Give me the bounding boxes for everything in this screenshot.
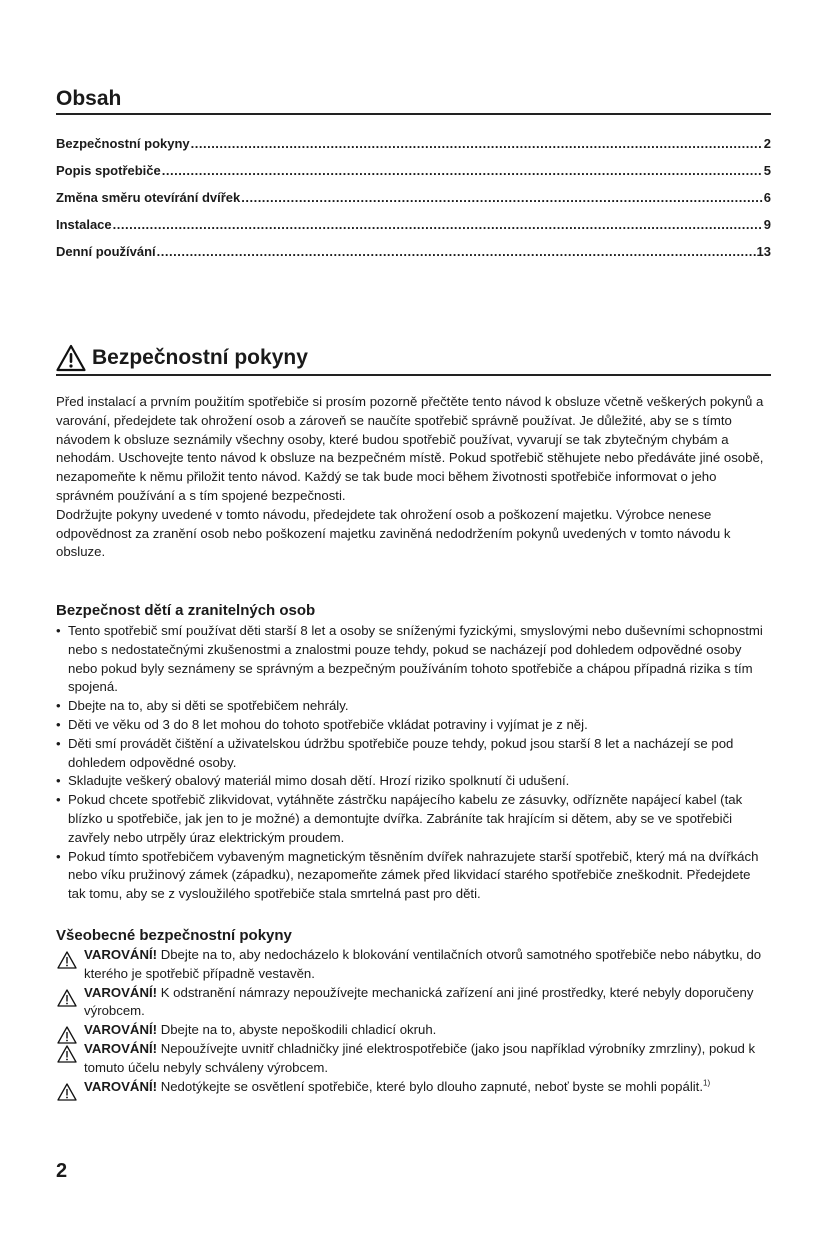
warning-label: VAROVÁNÍ!: [84, 947, 158, 962]
toc-entry-label: Instalace: [56, 217, 112, 232]
intro-text: [56, 393, 771, 562]
toc-leader-dots: [191, 136, 763, 151]
intro-paragraph: Dodržujte pokyny uvedené v tomto návodu, předejdete tak ohrožení osob a poškození majetku. Výrobce nenese odpovědnost za zranění osob nebo poškození majetku zaviněná nedodržením pokynů uvedených v tomto návodu k obsluze.: [56, 506, 731, 560]
toc-entry-label: Změna směru otevírání dvířek: [56, 190, 241, 205]
toc-entry-page: 5: [763, 163, 771, 178]
table-of-contents: [56, 136, 771, 271]
warning-text: Nepoužívejte uvnitř chladničky jiné elektrospotřebiče (jako jsou například výrobníky zmrzliny), pokud k tomuto účelu nebyly schváleny výrobcem.: [84, 1040, 756, 1075]
toc-entry-label: Popis spotřebiče: [56, 163, 161, 178]
warning-text: Nedotýkejte se osvětlení spotřebiče, které bylo dlouho zapnuté, neboť byste se mohli popálit.: [160, 1078, 704, 1094]
subsection-title: Všeobecné bezpečnostní pokyny: [56, 927, 292, 944]
warning-label: VAROVÁNÍ!: [84, 1022, 158, 1038]
subsection-title: Bezpečnost dětí a zranitelných osob: [56, 602, 316, 619]
toc-entry-page: 13: [756, 244, 771, 259]
warning-text: Dbejte na to, abyste nepoškodili chladicí okruh.: [160, 1022, 437, 1038]
warning-item: [56, 1040, 771, 1078]
toc-entry-page: 2: [763, 136, 771, 151]
list-item: • Dbejte na to, aby si děti se spotřebičem nehrály.: [56, 697, 771, 716]
page-number: 2: [56, 1160, 68, 1182]
list-item: • Tento spotřebič smí používat děti starší 8 let a osoby se sníženými fyzickými, smyslovými nebo duševními schopnostmi nebo s nedostatečnými zkušenostmi a znalostmi pouze tehdy, pokud se nacházejí pod dohledem odpovědné osoby nebo pokud byly seznámeny se správným a bezpečným používáním tohoto spotřebiče a chápou případná rizika s tím spojená.: [56, 622, 771, 697]
warning-triangle-icon: [57, 1045, 77, 1063]
children-safety-list: [56, 622, 771, 904]
toc-leader-dots: [113, 217, 763, 232]
list-item: • Pokud tímto spotřebičem vybaveným magnetickým těsněním dvířek nahrazujete starší spotřebič, který má na dvířkách nebo víku pružinový zámek (západku), nezapomeňte zámek před likvidací starého spotřebiče zneškodnit. Předejdete tak tomu, aby se z vysloužilého spotřebiče stala smrtelná past pro děti.: [56, 848, 771, 904]
warning-text: K odstranění námrazy nepoužívejte mechanická zařízení ani jiné prostředky, které nebyly doporučeny výrobcem.: [84, 984, 754, 1019]
toc-leader-dots: [157, 244, 756, 259]
warning-item: [56, 1078, 771, 1097]
toc-entry[interactable]: [56, 190, 771, 217]
warning-item: [56, 946, 771, 984]
warning-triangle-icon: [56, 344, 86, 372]
toc-leader-dots: [241, 190, 763, 205]
warning-triangle-icon: [57, 951, 77, 969]
warning-label: VAROVÁNÍ!: [84, 1040, 158, 1056]
list-item: • Pokud chcete spotřebič zlikvidovat, vytáhněte zástrčku napájecího kabelu ze zásuvky, odřízněte napájecí kabel (tak blízko u spotřebiče, jak jen to je možné) a demontujte dvířka. Zabráníte tak hrajícím si dětem, aby se ve spotřebiči zavřely nebo utrpěly úraz elektrickým proudem.: [56, 791, 771, 847]
toc-entry[interactable]: [56, 163, 771, 190]
general-warnings-list: [56, 946, 771, 1096]
list-item: • Skladujte veškerý obalový materiál mimo dosah dětí. Hrozí riziko spolknutí či udušení.: [56, 772, 771, 791]
toc-entry[interactable]: [56, 244, 771, 271]
section-divider: [56, 374, 771, 376]
warning-item: [56, 1021, 771, 1040]
warning-text: Dbejte na to, aby nedocházelo k blokování ventilačních otvorů samotného spotřebiče nebo nábytku, do kterého je spotřebič případně vestavěn.: [84, 947, 762, 981]
toc-entry[interactable]: [56, 136, 771, 163]
intro-paragraph: Před instalací a prvním použitím spotřebiče si prosím pozorně přečtěte tento návod k obsluze včetně veškerých pokynů a varování, předejdete tak ohrožení osob a zároveň se naučíte spotřebič správně používat. Je důležité, aby se s tímto návodem k obsluze seznámily všechny osoby, které budou spotřebič používat, vyvarují se tak zbytečným chybám a nehodám. Uschovejte tento návod k obsluze na bezpečném místě. Pokud spotřebič stěhujete nebo předáváte jiné osobě, nezapomeňte k němu přiložit tento návod. Každý se tak bude moci během životnosti spotřebiče informovat o jeho správném používání a s tím spojené bezpečnosti.: [56, 394, 764, 503]
list-item: • Děti smí provádět čištění a uživatelskou údržbu spotřebiče pouze tehdy, pokud jsou starší 8 let a nacházejí se pod dohledem odpovědné osoby.: [56, 735, 771, 773]
section-heading: [56, 341, 771, 375]
section-title: Bezpečnostní pokyny: [92, 346, 308, 369]
toc-title: Obsah: [56, 87, 122, 110]
toc-entry-page: 9: [763, 217, 771, 232]
manual-page: [56, 0, 771, 1240]
warning-item: [56, 984, 771, 1022]
footnote-mark: 1): [703, 1078, 711, 1088]
warning-label: VAROVÁNÍ!: [84, 1078, 158, 1094]
toc-entry-label: Bezpečnostní pokyny: [56, 136, 190, 151]
list-item: • Děti ve věku od 3 do 8 let mohou do tohoto spotřebiče vkládat potraviny i vyjímat je z něj.: [56, 716, 771, 735]
toc-divider: [56, 113, 771, 115]
warning-triangle-icon: [57, 1083, 77, 1101]
toc-entry-label: Denní používání: [56, 244, 156, 259]
warning-triangle-icon: [57, 989, 77, 1007]
toc-leader-dots: [162, 163, 763, 178]
toc-entry[interactable]: [56, 217, 771, 244]
toc-entry-page: 6: [763, 190, 771, 205]
warning-label: VAROVÁNÍ!: [84, 984, 158, 1000]
